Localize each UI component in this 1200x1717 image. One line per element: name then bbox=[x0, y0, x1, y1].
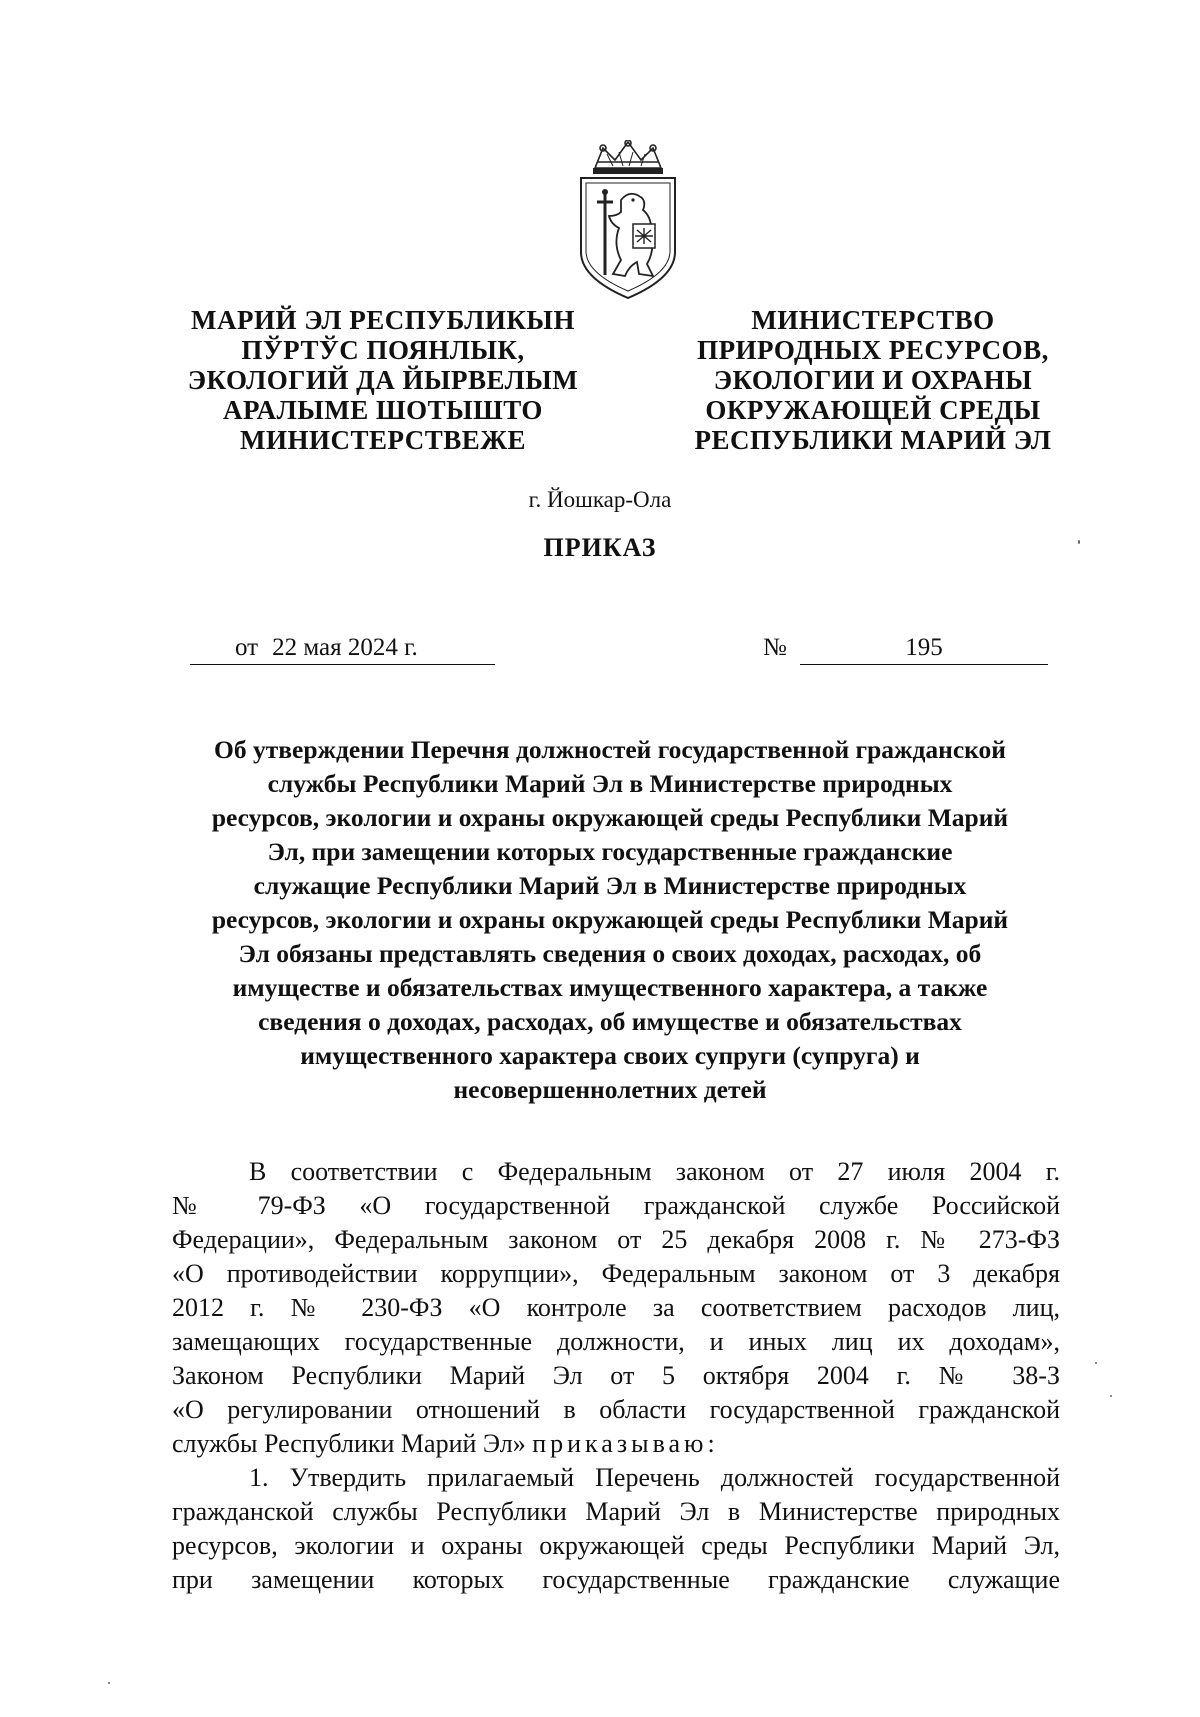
body-line: Федерации», Федеральным законом от 25 декабря 2008 г. № 273-ФЗ bbox=[172, 1225, 1060, 1254]
body-line: ресурсов, экологии и охраны окружающей среды Республики Марий Эл, bbox=[172, 1531, 1060, 1560]
scan-speck bbox=[1110, 1395, 1112, 1397]
subject-line: имуществе и обязательствах имущественного характера, а также bbox=[232, 973, 988, 1002]
number-sign: № bbox=[763, 634, 787, 661]
body-line: В соответствии с Федеральным законом от 27 июля 2004 г. bbox=[249, 1157, 1060, 1186]
header-right-line: ОКРУЖАЮЩЕЙ СРЕДЫ bbox=[705, 395, 1041, 425]
header-left-line: МИНИСТЕРСТВЕЖЕ bbox=[239, 425, 527, 455]
body-line-final bbox=[172, 1427, 1060, 1461]
scan-speck bbox=[1078, 540, 1080, 544]
body-line: № 79-ФЗ «О государственной гражданской службе Российской bbox=[172, 1191, 1060, 1220]
body-line-prefix: службы Республики Марий Эл» bbox=[172, 1429, 526, 1458]
document-type-title: ПРИКАЗ bbox=[543, 533, 657, 562]
header-left-line: ЭКОЛОГИЙ ДА ЙЫРВЕЛЫМ bbox=[187, 365, 579, 395]
body-line: при замещении которых государственные гражданские служащие bbox=[172, 1565, 1060, 1594]
subject-line: ресурсов, экологии и охраны окружающей среды Республики Марий bbox=[211, 905, 1009, 934]
header-right-line: РЕСПУБЛИКИ МАРИЙ ЭЛ bbox=[694, 425, 1052, 455]
date-field bbox=[190, 632, 495, 665]
header-right-line: ПРИРОДНЫХ РЕСУРСОВ, bbox=[697, 335, 1049, 365]
header-left-line: ПЎРТЎС ПОЯНЛЫК, bbox=[241, 335, 525, 365]
city-name: г. Йошкар-Ола bbox=[528, 487, 672, 512]
header-left-mari bbox=[168, 305, 598, 455]
scan-speck bbox=[1095, 1362, 1097, 1364]
header-left-line: АРАЛЫМЕ ШОТЫШТО bbox=[223, 395, 543, 425]
date-prefix: от bbox=[235, 634, 259, 661]
subject-line: имущественного характера своих супруги (супруга) и bbox=[300, 1041, 920, 1070]
subject-line: Эл, при замещении которых государственные гражданские bbox=[267, 837, 953, 866]
date-value: 22 мая 2024 г. bbox=[272, 634, 418, 661]
subject-line: несовершеннолетних детей bbox=[453, 1075, 767, 1104]
number-value: 195 bbox=[800, 632, 1048, 665]
subject-line: Об утверждении Перечня должностей государственной гражданской bbox=[214, 735, 1006, 764]
subject-line: ресурсов, экологии и охраны окружающей среды Республики Марий bbox=[211, 803, 1009, 832]
header-right-line: ЭКОЛОГИИ И ОХРАНЫ bbox=[713, 365, 1033, 395]
order-body bbox=[172, 1155, 1060, 1597]
scan-speck bbox=[108, 1682, 110, 1684]
subject-line: служащие Республики Марий Эл в Министерстве природных bbox=[253, 871, 967, 900]
body-line: 2012 г. № 230-ФЗ «О контроле за соответствием расходов лиц, bbox=[172, 1293, 1060, 1322]
header-right-russian bbox=[658, 305, 1088, 455]
subject-line: Эл обязаны представлять сведения о своих доходах, расходах, об bbox=[238, 939, 982, 968]
body-line: замещающих государственные должности, и иных лиц их доходам», bbox=[172, 1327, 1060, 1356]
coat-of-arms-emblem bbox=[573, 140, 683, 305]
order-verb: приказываю: bbox=[532, 1429, 719, 1458]
order-subject bbox=[160, 733, 1060, 1107]
body-line: Законом Республики Марий Эл от 5 октября 2004 г. № 38-З bbox=[172, 1361, 1060, 1390]
body-line: «О регулировании отношений в области государственной гражданской bbox=[172, 1395, 1060, 1424]
body-line: 1. Утвердить прилагаемый Перечень должностей государственной bbox=[249, 1463, 1060, 1492]
header-left-line: МАРИЙ ЭЛ РЕСПУБЛИКЫН bbox=[191, 305, 575, 335]
header-right-line: МИНИСТЕРСТВО bbox=[751, 305, 995, 335]
body-line: гражданской службы Республики Марий Эл в Министерстве природных bbox=[172, 1497, 1060, 1526]
subject-line: сведения о доходах, расходах, об имуществе и обязательствах bbox=[258, 1007, 962, 1036]
subject-line: службы Республики Марий Эл в Министерстве природных bbox=[267, 769, 953, 798]
body-line: «О противодействии коррупции», Федеральным законом от 3 декабря bbox=[172, 1259, 1060, 1288]
